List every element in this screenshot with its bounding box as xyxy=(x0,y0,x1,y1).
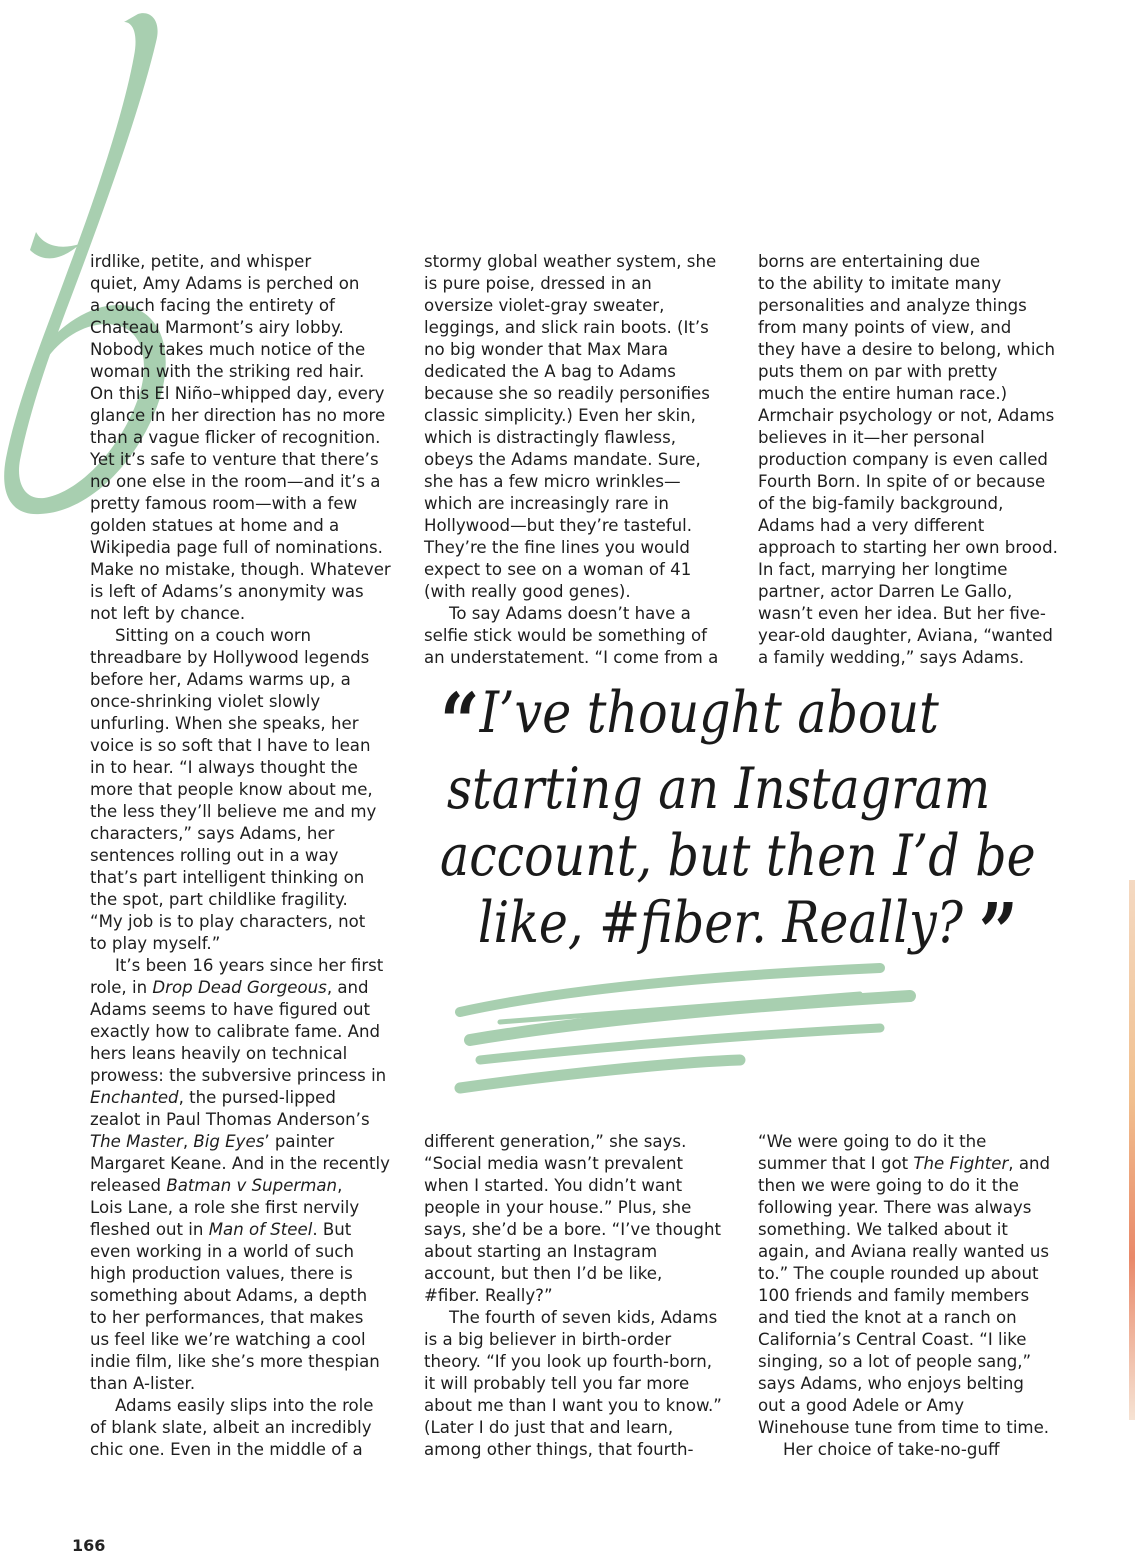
text-line: unfurling. When she speaks, her xyxy=(90,714,359,733)
text-line: Sitting on a couch worn xyxy=(115,626,311,645)
text-line: different generation,” she says. xyxy=(424,1132,687,1151)
brush-stroke-decoration xyxy=(440,950,930,1100)
text-line: Armchair psychology or not, Adams xyxy=(758,406,1055,425)
text-line: personalities and analyze things xyxy=(758,296,1027,315)
text-line: Make no mistake, though. Whatever xyxy=(90,560,391,579)
text-line: the less they’ll believe me and my xyxy=(90,802,377,821)
text-line: which is distractingly flawless, xyxy=(424,428,677,447)
text-line: high production values, there is xyxy=(90,1264,353,1283)
text-line: account, but then I’d be like, xyxy=(424,1264,663,1283)
text-line: They’re the fine lines you would xyxy=(424,538,690,557)
text-line: The fourth of seven kids, Adams xyxy=(449,1308,718,1327)
text-line: a couch facing the entirety of xyxy=(90,296,335,315)
text-line: It’s been 16 years since her first xyxy=(115,956,384,975)
text-line: no big wonder that Max Mara xyxy=(424,340,669,359)
text-line: Adams easily slips into the role xyxy=(115,1396,374,1415)
text-line: pretty famous room—with a few xyxy=(90,494,358,513)
text-line: no one else in the room—and it’s a xyxy=(90,472,381,491)
text-line: is pure poise, dressed in an xyxy=(424,274,652,293)
text-line: and tied the knot at a ranch on xyxy=(758,1308,1017,1327)
text-line: they have a desire to belong, which xyxy=(758,340,1056,359)
text-line: something about Adams, a depth xyxy=(90,1286,368,1305)
text-line: (with really good genes). xyxy=(424,582,631,601)
text-line: Her choice of take-no-guff xyxy=(783,1440,1000,1459)
text-line: Winehouse tune from time to time. xyxy=(758,1418,1050,1437)
page-edge-color-strip xyxy=(1129,880,1135,1420)
text-line: from many points of view, and xyxy=(758,318,1012,337)
text-line: released Batman v Superman, xyxy=(90,1176,343,1195)
text-line: Lois Lane, a role she first nervily xyxy=(90,1198,360,1217)
text-line: Fourth Born. In spite of or because xyxy=(758,472,1046,491)
text-line: zealot in Paul Thomas Anderson’s xyxy=(90,1110,370,1129)
text-line: to.” The couple rounded up about xyxy=(758,1264,1039,1283)
text-line: To say Adams doesn’t have a xyxy=(449,604,691,623)
article-column-1 xyxy=(90,251,391,1461)
article-column-4 xyxy=(424,1131,722,1461)
text-line: people in your house.” Plus, she xyxy=(424,1198,692,1217)
text-line: to play myself.” xyxy=(90,934,221,953)
pull-quote-line-4: like, #fiber. Really? ” xyxy=(477,885,1019,979)
text-line: before her, Adams warms up, a xyxy=(90,670,351,689)
pull-quote xyxy=(440,675,1036,979)
text-line: says, she’d be a bore. “I’ve thought xyxy=(424,1220,721,1239)
text-line: role, in Drop Dead Gorgeous, and xyxy=(90,978,369,997)
text-line: Margaret Keane. And in the recently xyxy=(90,1154,390,1173)
text-line: stormy global weather system, she xyxy=(424,252,717,271)
text-line: dedicated the A bag to Adams xyxy=(424,362,676,381)
text-line: even working in a world of such xyxy=(90,1242,355,1261)
text-line: than A-lister. xyxy=(90,1374,196,1393)
text-line: prowess: the subversive princess in xyxy=(90,1066,387,1085)
text-line: production company is even called xyxy=(758,450,1048,469)
text-line: “My job is to play characters, not xyxy=(90,912,366,931)
text-line: (Later I do just that and learn, xyxy=(424,1418,674,1437)
text-line: Chateau Marmont’s airy lobby. xyxy=(90,318,344,337)
text-line: fleshed out in Man of Steel. But xyxy=(90,1220,352,1239)
text-line: about me than I want you to know.” xyxy=(424,1396,722,1415)
text-line: irdlike, petite, and whisper xyxy=(90,252,312,271)
text-line: more that people know about me, xyxy=(90,780,373,799)
text-line: The Master, Big Eyes’ painter xyxy=(90,1132,335,1151)
text-line: Enchanted, the pursed-lipped xyxy=(90,1088,336,1107)
text-line: Adams had a very different xyxy=(758,516,985,535)
text-line: in to hear. “I always thought the xyxy=(90,758,358,777)
close-quote-mark: ” xyxy=(978,885,1019,979)
text-line: something. We talked about it xyxy=(758,1220,1008,1239)
text-line: Yet it’s safe to venture that there’s xyxy=(90,450,379,469)
text-line: quiet, Amy Adams is perched on xyxy=(90,274,360,293)
text-line: characters,” says Adams, her xyxy=(90,824,335,843)
text-line: partner, actor Darren Le Gallo, xyxy=(758,582,1013,601)
article-column-5 xyxy=(758,1131,1050,1461)
text-line: selfie stick would be something of xyxy=(424,626,707,645)
text-line: she has a few micro wrinkles— xyxy=(424,472,681,491)
article-column-2 xyxy=(424,251,718,669)
text-line: it will probably tell you far more xyxy=(424,1374,690,1393)
text-line: of the big-family background, xyxy=(758,494,1004,513)
text-line: which are increasingly rare in xyxy=(424,494,669,513)
text-line: following year. There was always xyxy=(758,1198,1032,1217)
page-number: 166 xyxy=(72,1536,106,1555)
pull-quote-line-3: account, but then I’d be xyxy=(440,823,1036,889)
text-line: among other things, that fourth- xyxy=(424,1440,694,1459)
text-line: borns are entertaining due xyxy=(758,252,981,271)
text-line: out a good Adele or Amy xyxy=(758,1396,965,1415)
text-line: again, and Aviana really wanted us xyxy=(758,1242,1050,1261)
text-line: when I started. You didn’t want xyxy=(424,1176,683,1195)
text-line: than a vague flicker of recognition. xyxy=(90,428,381,447)
text-line: “We were going to do it the xyxy=(758,1132,987,1151)
text-line: Hollywood—but they’re tasteful. xyxy=(424,516,693,535)
text-line: classic simplicity.) Even her skin, xyxy=(424,406,696,425)
text-line: because she so readily personifies xyxy=(424,384,710,403)
text-line: sentences rolling out in a way xyxy=(90,846,339,865)
text-line: “Social media wasn’t prevalent xyxy=(424,1154,684,1173)
text-line: summer that I got The Fighter, and xyxy=(758,1154,1051,1173)
text-line: not left by chance. xyxy=(90,604,246,623)
text-line: the spot, part childlike fragility. xyxy=(90,890,348,909)
pull-quote-line-2: starting an Instagram xyxy=(446,756,991,822)
text-line: says Adams, who enjoys belting xyxy=(758,1374,1024,1393)
text-line: is a big believer in birth-order xyxy=(424,1330,672,1349)
text-line: singing, so a lot of people sang,” xyxy=(758,1352,1032,1371)
text-line: glance in her direction has no more xyxy=(90,406,386,425)
text-line: year-old daughter, Aviana, “wanted xyxy=(758,626,1053,645)
text-line: golden statues at home and a xyxy=(90,516,340,535)
text-line: indie film, like she’s more thespian xyxy=(90,1352,380,1371)
text-line: expect to see on a woman of 41 xyxy=(424,560,692,579)
text-line: puts them on par with pretty xyxy=(758,362,998,381)
text-line: of blank slate, albeit an incredibly xyxy=(90,1418,372,1437)
text-line: is left of Adams’s anonymity was xyxy=(90,582,364,601)
text-line: Nobody takes much notice of the xyxy=(90,340,366,359)
text-line: woman with the striking red hair. xyxy=(90,362,365,381)
text-line: #fiber. Really?” xyxy=(424,1286,553,1305)
text-line: theory. “If you look up fourth-born, xyxy=(424,1352,713,1371)
text-line: threadbare by Hollywood legends xyxy=(90,648,370,667)
text-line: In fact, marrying her longtime xyxy=(758,560,1008,579)
text-line: about starting an Instagram xyxy=(424,1242,658,1261)
text-line: hers leans heavily on technical xyxy=(90,1044,348,1063)
text-line: voice is so soft that I have to lean xyxy=(90,736,371,755)
text-line: 100 friends and family members xyxy=(758,1286,1030,1305)
text-line: approach to starting her own brood. xyxy=(758,538,1058,557)
text-line: wasn’t even her idea. But her five- xyxy=(758,604,1046,623)
text-line: then we were going to do it the xyxy=(758,1176,1019,1195)
pull-quote-line-1: “I’ve thought about xyxy=(440,675,939,769)
text-line: obeys the Adams mandate. Sure, xyxy=(424,450,701,469)
open-quote-mark: “ xyxy=(440,675,480,769)
text-line: Wikipedia page full of nominations. xyxy=(90,538,383,557)
text-line: much the entire human race.) xyxy=(758,384,1008,403)
article-column-3 xyxy=(758,251,1058,669)
text-line: to her performances, that makes xyxy=(90,1308,364,1327)
text-line: Adams seems to have figured out xyxy=(90,1000,371,1019)
text-line: On this El Niño–whipped day, every xyxy=(90,384,385,403)
text-line: believes in it—her personal xyxy=(758,428,985,447)
text-line: once-shrinking violet slowly xyxy=(90,692,321,711)
text-line: oversize violet-gray sweater, xyxy=(424,296,665,315)
text-line: us feel like we’re watching a cool xyxy=(90,1330,366,1349)
text-line: an understatement. “I come from a xyxy=(424,648,719,667)
text-line: a family wedding,” says Adams. xyxy=(758,648,1024,667)
text-line: California’s Central Coast. “I like xyxy=(758,1330,1027,1349)
text-line: that’s part intelligent thinking on xyxy=(90,868,365,887)
text-line: chic one. Even in the middle of a xyxy=(90,1440,363,1459)
text-line: exactly how to calibrate fame. And xyxy=(90,1022,381,1041)
text-line: to the ability to imitate many xyxy=(758,274,1002,293)
text-line: leggings, and slick rain boots. (It’s xyxy=(424,318,709,337)
